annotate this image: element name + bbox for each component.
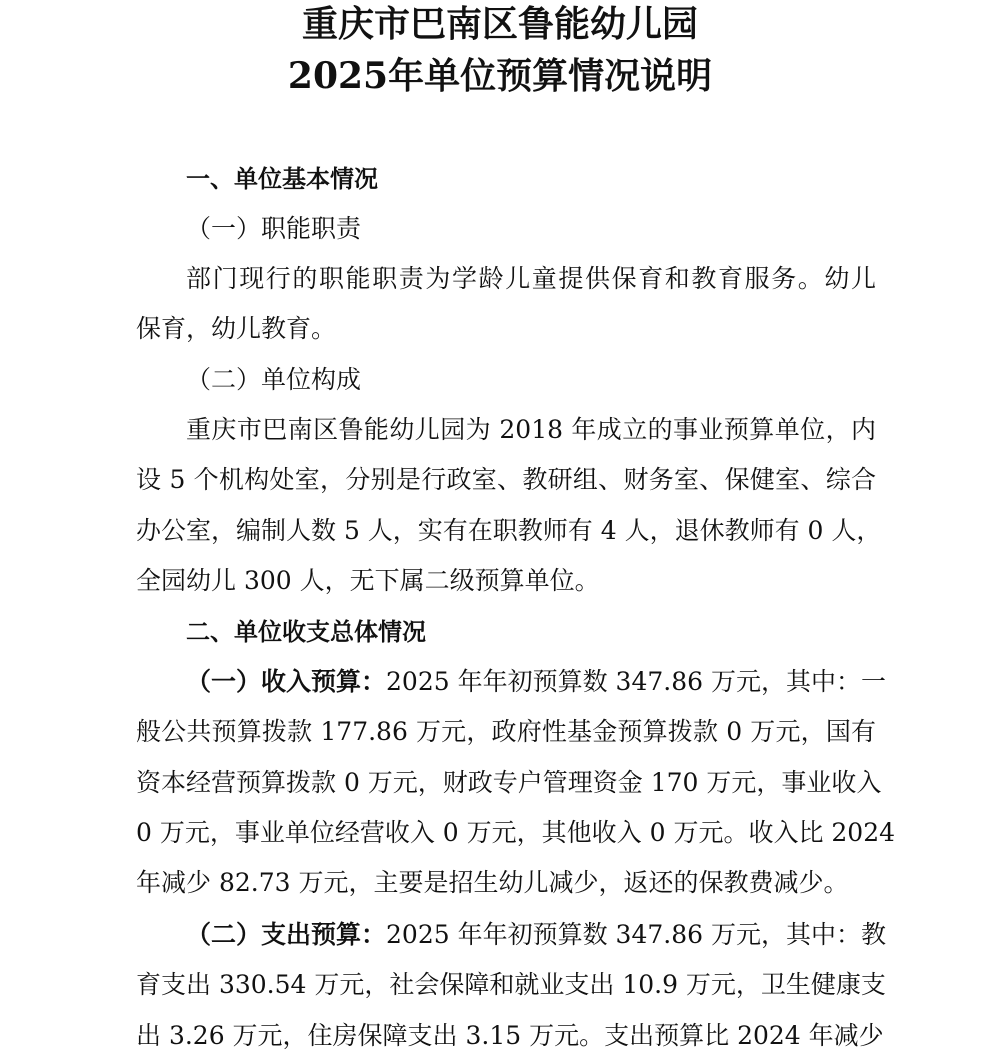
section-1-1-heading: （一）职能职责 (186, 214, 362, 243)
document-title-line-1: 重庆市巴南区鲁能幼儿园 (301, 3, 698, 45)
paragraph-line (186, 666, 886, 698)
expenditure-budget-label: （二）支出预算： (186, 920, 387, 949)
paragraph-line: 育支出 330.54 万元，社会保障和就业支出 10.9 万元，卫生健康支 (136, 970, 886, 999)
paragraph-line: 全园幼儿 300 人，无下属二级预算单位。 (136, 566, 600, 595)
income-budget-label: （一）收入预算： (186, 667, 387, 696)
section-1-heading: 一、单位基本情况 (186, 165, 378, 193)
income-budget-text: 2025 年年初预算数 347.86 万元，其中：一 (386, 667, 886, 696)
paragraph-line: 资本经营预算拨款 0 万元，财政专户管理资金 170 万元，事业收入 (136, 768, 882, 797)
paragraph-line: 般公共预算拨款 177.86 万元，政府性基金预算拨款 0 万元，国有 (136, 717, 876, 746)
paragraph-line (186, 919, 886, 951)
document-title-line-2: 2025年单位预算情况说明 (287, 55, 713, 97)
expenditure-budget-text: 2025 年年初预算数 347.86 万元，其中：教 (386, 920, 886, 949)
paragraph-line: 年减少 82.73 万元，主要是招生幼儿减少，返还的保教费减少。 (136, 868, 849, 897)
paragraph-line: 办公室，编制人数 5 人，实有在职教师有 4 人，退休教师有 0 人， (136, 516, 882, 545)
section-2-heading: 二、单位收支总体情况 (186, 618, 426, 646)
paragraph-line: 保育，幼儿教育。 (136, 314, 337, 343)
paragraph-line: 部门现行的职能职责为学龄儿童提供保育和教育服务。幼儿 (186, 264, 876, 293)
paragraph-line: 出 3.26 万元，住房保障支出 3.15 万元。支出预算比 2024 年减少 (136, 1021, 884, 1050)
paragraph-line: 0 万元，事业单位经营收入 0 万元，其他收入 0 万元。收入比 2024 (136, 818, 896, 847)
paragraph-line: 重庆市巴南区鲁能幼儿园为 2018 年成立的事业预算单位，内 (186, 415, 876, 444)
paragraph-line: 设 5 个机构处室，分别是行政室、教研组、财务室、保健室、综合 (136, 465, 876, 494)
section-1-2-heading: （二）单位构成 (186, 365, 362, 394)
